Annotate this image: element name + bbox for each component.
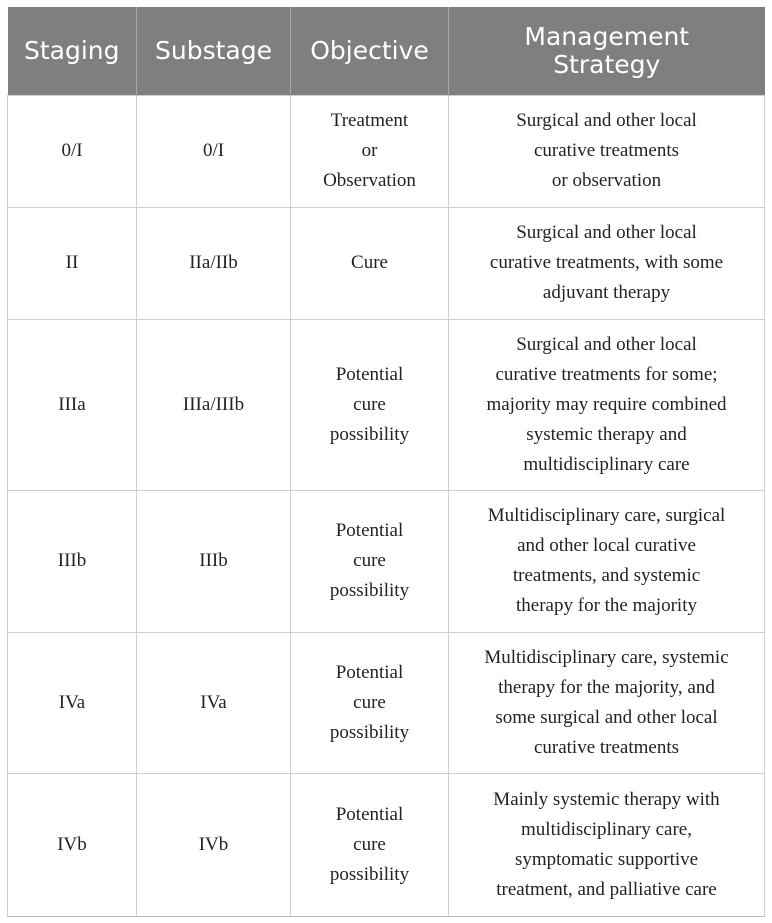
table-row [8,207,765,319]
cell-objective: Potential cure possibility [291,319,449,490]
table-row [8,319,765,490]
header-management-strategy: Management Strategy [449,7,765,95]
cell-substage: 0/I [137,95,291,207]
cell-objective: Treatment or Observation [291,95,449,207]
cell-strategy: Multidisciplinary care, surgical and other local curative treatments, and systemic therapy for the majority [449,490,765,632]
cell-staging: 0/I [8,95,137,207]
cell-staging: IIIa [8,319,137,490]
header-objective: Objective [291,7,449,95]
table-row [8,490,765,632]
table-row [8,773,765,916]
staging-table-container [7,7,765,917]
cell-staging: II [8,207,137,319]
cell-strategy: Multidisciplinary care, systemic therapy for the majority, and some surgical and other local curative treatments [449,632,765,773]
cell-objective: Potential cure possibility [291,632,449,773]
cell-objective: Potential cure possibility [291,490,449,632]
cell-staging: IVa [8,632,137,773]
cell-objective: Cure [291,207,449,319]
cell-staging: IVb [8,773,137,916]
cell-substage: IIa/IIb [137,207,291,319]
table-header [8,7,765,95]
table-row [8,632,765,773]
cell-staging: IIIb [8,490,137,632]
cell-substage: IIIb [137,490,291,632]
header-row [8,7,765,95]
header-staging: Staging [8,7,137,95]
header-substage: Substage [137,7,291,95]
cell-objective: Potential cure possibility [291,773,449,916]
cell-strategy: Surgical and other local curative treatments or observation [449,95,765,207]
staging-management-table [7,7,765,917]
cell-strategy: Surgical and other local curative treatments for some; majority may require combined systemic therapy and multidisciplinary care [449,319,765,490]
cell-substage: IVb [137,773,291,916]
cell-strategy: Surgical and other local curative treatments, with some adjuvant therapy [449,207,765,319]
cell-substage: IIIa/IIIb [137,319,291,490]
cell-strategy: Mainly systemic therapy with multidisciplinary care, symptomatic supportive treatment, and palliative care [449,773,765,916]
table-body [8,95,765,916]
cell-substage: IVa [137,632,291,773]
table-row [8,95,765,207]
